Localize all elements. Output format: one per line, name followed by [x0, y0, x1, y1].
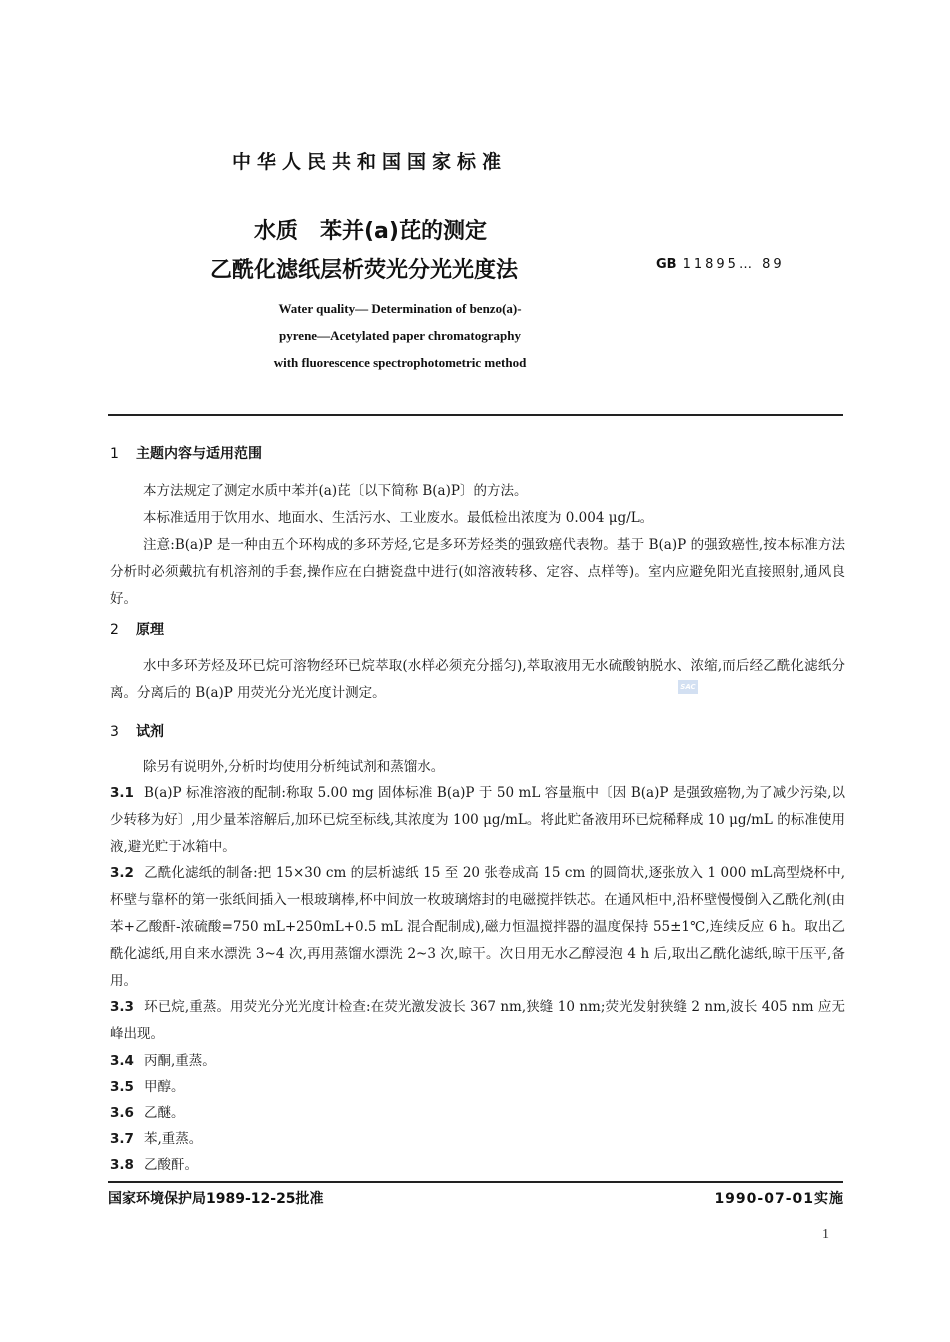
- english-title-line3: with fluorescence spectrophotometric method: [273, 355, 527, 370]
- english-title-line2: pyrene—Acetylated paper chromatography: [279, 328, 521, 343]
- english-title-line1: Water quality— Determination of benzo(a)-: [278, 301, 522, 316]
- section-title: 试剂: [136, 724, 164, 740]
- page-number: 1: [822, 1227, 829, 1242]
- gb-standard-number: [656, 257, 785, 272]
- document-title-line2: 乙酰化滤纸层析荧光分光光度法: [210, 258, 519, 283]
- section-number: 2: [110, 622, 119, 638]
- reagent-item-3-1: 3.1 B(a)P 标准溶液的配制:称取 5.00 mg 固体标准 B(a)P 于 50 mL 容量瓶中〔因 B(a)P 是强致癌物,为了减少污染,以少转移为好〕,用少量苯溶解后,加环已烷至标线,其浓度为 100 μg/mL。将此贮备液用环已烷稀释成 10 μg/mL 的标准使用液,避光贮于冰箱中。: [110, 785, 845, 855]
- note-paragraph: 注意:B(a)P 是一种由五个环构成的多环芳烃,它是多环芳烃类的强致癌代表物。基于 B(a)P 的强致癌性,按本标准方法分析时必须戴抗有机溶剂的手套,操作应在白搪瓷盘中进行(如溶液转移、定容、点样等)。室内应避免阳光直接照射,通风良好。: [110, 537, 845, 607]
- sac-watermark: SAC: [678, 680, 698, 694]
- paragraph: 除另有说明外,分析时均使用分析纯试剂和蒸馏水。: [143, 759, 445, 775]
- standard-type-header: 中华人民共和国国家标准: [232, 151, 508, 173]
- section-title: 原理: [136, 622, 164, 638]
- reagent-item-3-4: 3.4 丙酮,重蒸。: [110, 1053, 216, 1069]
- footer-divider: [108, 1181, 843, 1183]
- document-title-line1: 水质 苯并(a)芘的测定: [254, 219, 487, 244]
- paragraph: 水中多环芳烃及环已烷可溶物经环已烷萃取(水样必须充分摇匀),萃取液用无水硫酸钠脱水、浓缩,而后经乙酰化滤纸分离。分离后的 B(a)P 用荧光分光光度计测定。: [110, 658, 845, 701]
- reagent-item-3-7: 3.7 苯,重蒸。: [110, 1131, 203, 1147]
- gb-number: 11895… 89: [682, 257, 785, 272]
- paragraph: 本方法规定了测定水质中苯并(a)芘〔以下简称 B(a)P〕的方法。: [143, 483, 528, 499]
- section-2-heading: [110, 619, 164, 639]
- section-3-heading: [110, 721, 164, 741]
- reagent-item-3-5: 3.5 甲醇。: [110, 1079, 185, 1095]
- header-divider: [108, 414, 843, 416]
- reagent-item-3-3: 3.3 环已烷,重蒸。用荧光分光光度计检查:在荧光激发波长 367 nm,狭缝 10 nm;荧光发射狭缝 2 nm,波长 405 nm 应无峰出现。: [110, 999, 845, 1042]
- section-number: 1: [110, 446, 119, 462]
- section-title: 主题内容与适用范围: [136, 446, 262, 462]
- reagent-item-3-6: 3.6 乙醚。: [110, 1105, 185, 1121]
- approval-date: 国家环境保护局1989-12-25批准: [108, 1191, 324, 1207]
- reagent-item-3-8: 3.8 乙酸酐。: [110, 1157, 198, 1173]
- paragraph: 本标准适用于饮用水、地面水、生活污水、工业废水。最低检出浓度为 0.004 μg/L。: [143, 510, 654, 526]
- section-1-heading: [110, 443, 262, 463]
- reagent-item-3-2: 3.2 乙酰化滤纸的制备:把 15×30 cm 的层析滤纸 15 至 20 张卷成高 15 cm 的圆筒状,逐张放入 1 000 mL高型烧杯中,杯壁与靠杯的第一张纸间插入一根玻璃棒,杯中间放一枚玻璃熔封的电磁搅拌铁芯。在通风柜中,沿杯壁慢慢倒入乙酰化剂(由苯+乙酸酐-浓硫酸=750 mL+250mL+0.5 mL 混合配制成),磁力恒温搅拌器的温度保持 55±1℃,连续反应 6 h。取出乙酰化滤纸,用自来水漂洗 3~4 次,再用蒸馏水漂洗 2~3 次,晾干。次日用无水乙醇浸泡 4 h 后,取出乙酰化滤纸,晾干压平,备用。: [110, 865, 845, 989]
- effective-date: 1990-07-01实施: [714, 1191, 844, 1207]
- gb-prefix: GB: [656, 257, 677, 272]
- section-number: 3: [110, 724, 119, 740]
